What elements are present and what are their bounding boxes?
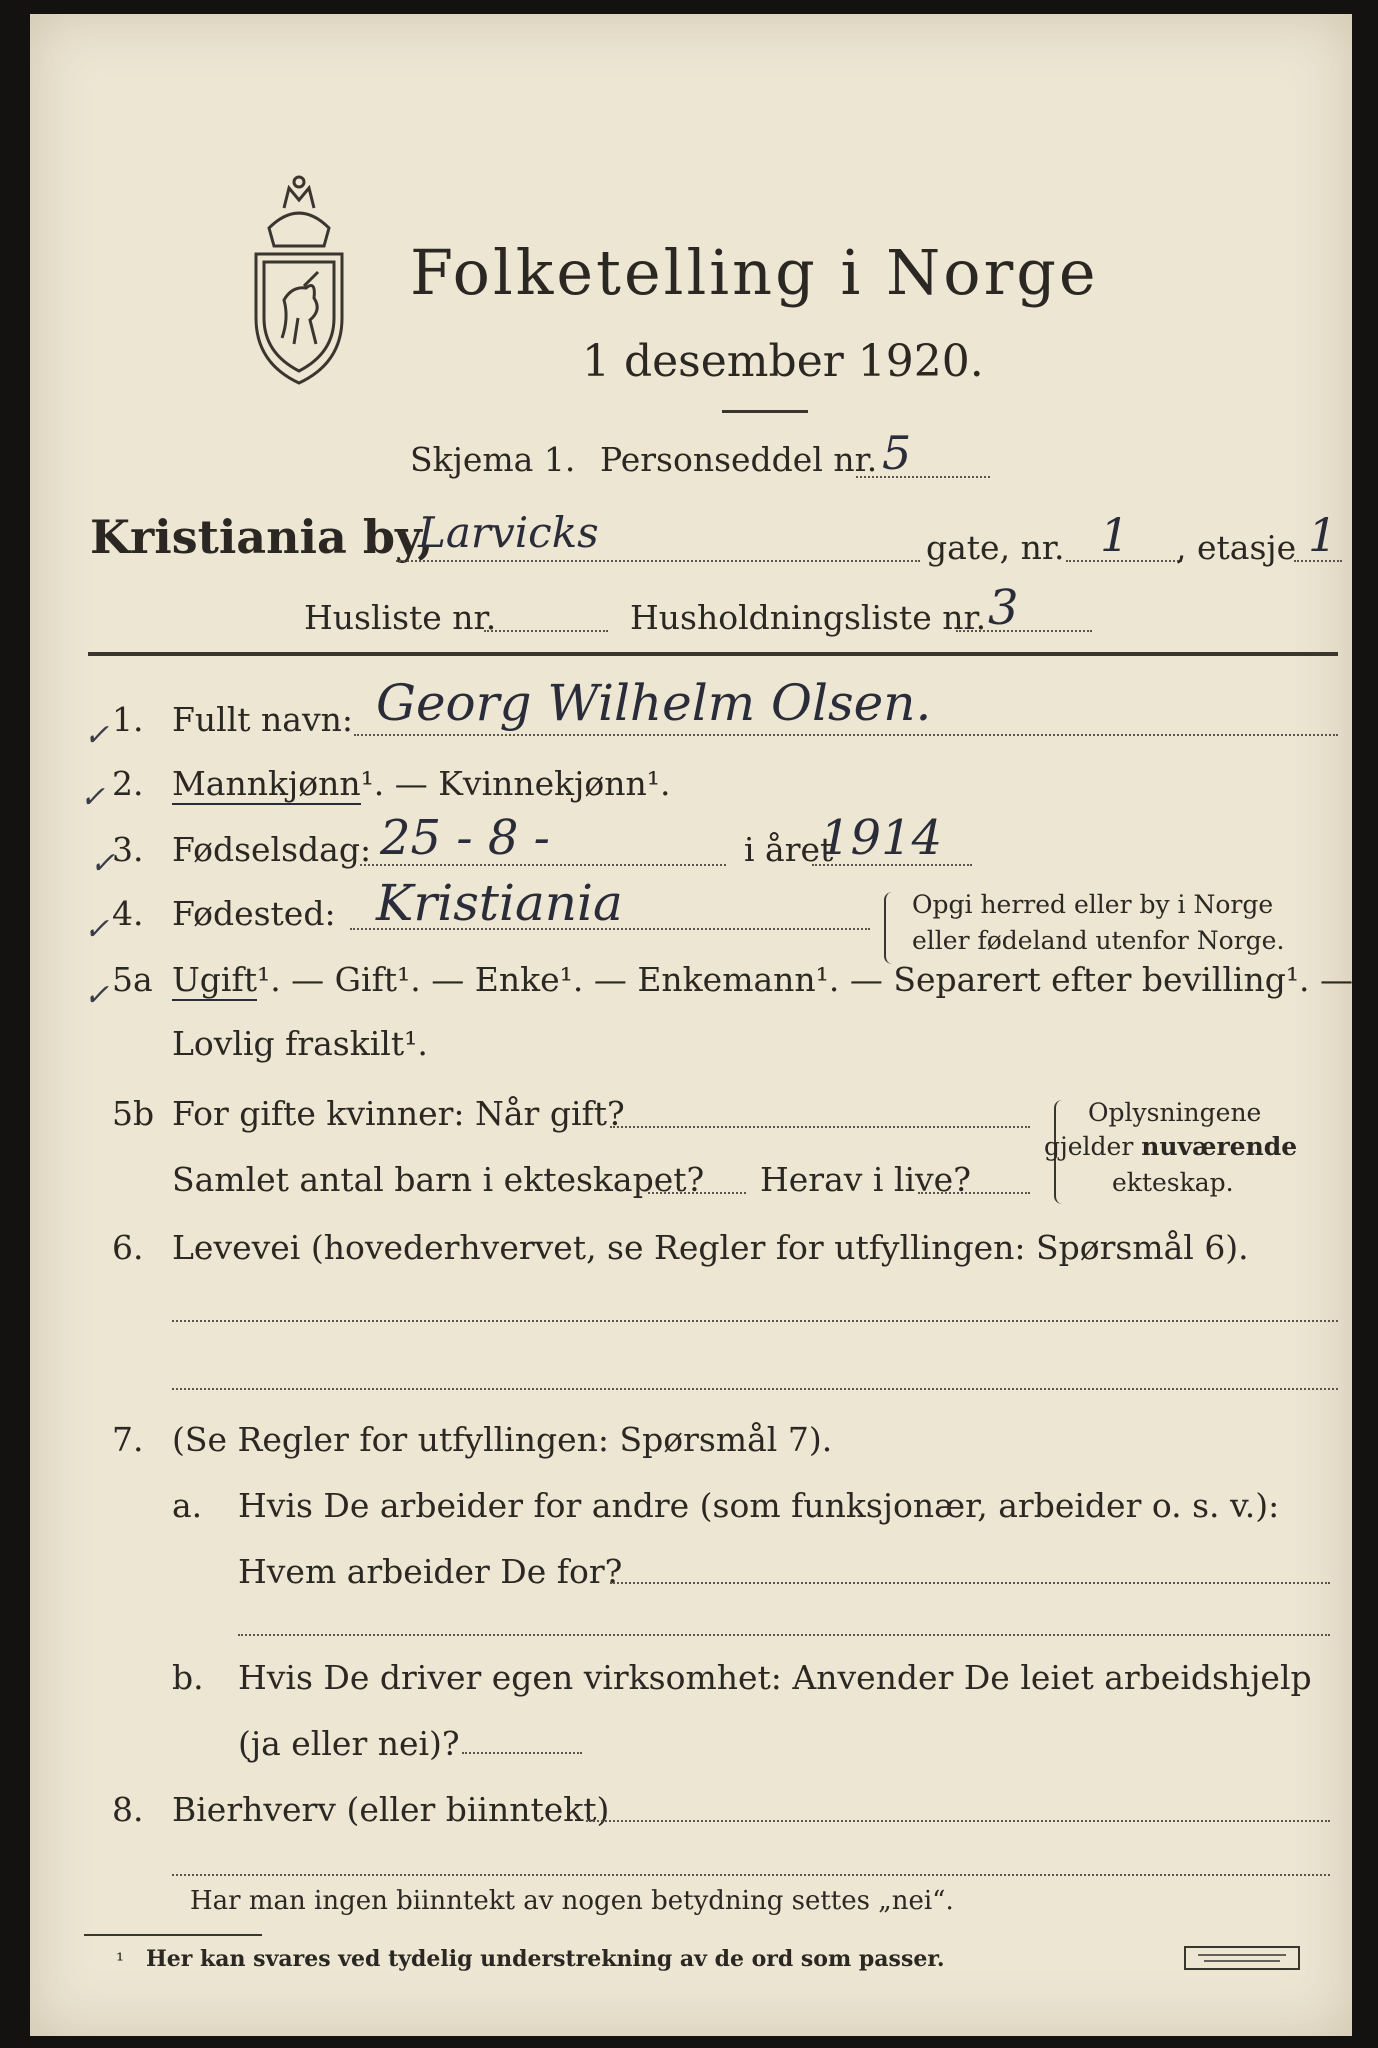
personseddel-value[interactable]: 5 — [882, 426, 912, 480]
alive-line[interactable] — [918, 1192, 1030, 1194]
personseddel-label: Personseddel nr. — [600, 440, 878, 479]
footnote-rule — [84, 1934, 262, 1936]
q1-line — [354, 734, 1338, 736]
q4-note-line1: Opgi herred eller by i Norge — [912, 890, 1274, 919]
q5b-label-married: For gifte kvinner: Når gift? — [172, 1094, 625, 1133]
q6-line-1[interactable] — [172, 1320, 1338, 1322]
etasje-label: , etasje — [1176, 528, 1297, 567]
option-mannkjonn[interactable]: Mannkjønn — [172, 764, 361, 803]
q8-number: 8. — [112, 1790, 144, 1829]
q5a-options — [172, 960, 1353, 999]
street-value[interactable]: Larvicks — [418, 508, 599, 557]
side-income-line[interactable] — [586, 1820, 1330, 1822]
q1-number: 1. — [112, 700, 144, 739]
q7b-label-line1: Hvis De driver egen virksomhet: Anvender De leiet arbeidshjelp — [238, 1658, 1312, 1697]
q4-number: 4. — [112, 894, 144, 933]
footnote-text: Her kan svares ved tydelig understrekning av de ord som passer. — [146, 1946, 945, 1972]
q5a-other-options[interactable]: ¹. — Gift¹. — Enke¹. — Enkemann¹. — Separert efter bevilling¹. — — [256, 960, 1354, 999]
personseddel-line — [856, 476, 990, 478]
gate-label: gate, nr. — [926, 528, 1065, 567]
check-mark-icon: ✓ — [90, 846, 116, 881]
form-title: Folketelling i Norge — [410, 236, 1099, 309]
birthplace-value[interactable]: Kristiania — [376, 874, 623, 932]
employer-line[interactable] — [610, 1582, 1330, 1584]
census-date: 1 desember 1920. — [582, 336, 984, 387]
q2-options — [172, 764, 671, 803]
q3-label: Fødselsdag: — [172, 830, 372, 869]
schema-label: Skjema 1. — [410, 440, 576, 479]
q7-number: 7. — [112, 1420, 144, 1459]
q5a-number: 5a — [112, 960, 153, 999]
q6-number: 6. — [112, 1228, 144, 1267]
option-lovlig-fraskilt[interactable]: Lovlig fraskilt¹. — [172, 1024, 428, 1063]
gate-nr-value[interactable]: 1 — [1100, 508, 1130, 562]
q3-number: 3. — [112, 830, 144, 869]
q4-note-brace — [884, 892, 894, 964]
city-label: Kristiania by, — [90, 510, 434, 564]
q4-note-line2: eller fødeland utenfor Norge. — [912, 926, 1285, 955]
husliste-label: Husliste nr. — [304, 598, 497, 637]
married-date-line[interactable] — [610, 1126, 1030, 1128]
birthdate-value[interactable]: 25 - 8 - — [380, 810, 550, 866]
q6-label: Levevei (hovederhvervet, se Regler for utfyllingen: Spørsmål 6). — [172, 1228, 1249, 1267]
husholdning-value[interactable]: 3 — [988, 580, 1019, 636]
q2-end: ¹. — [646, 764, 671, 803]
footnote-mark: ¹ — [116, 1948, 125, 1972]
q8-label: Bierhverv (eller biinntekt) — [172, 1790, 610, 1829]
q8-note: Har man ingen biinntekt av nogen betydning settes „nei“. — [190, 1886, 954, 1916]
husholdning-label: Husholdningsliste nr. — [630, 598, 987, 637]
q7b-number: b. — [172, 1658, 204, 1697]
side-income-line-2[interactable] — [172, 1874, 1330, 1876]
birthyear-value[interactable]: 1914 — [820, 810, 943, 866]
q5b-label-alive: Herav i live? — [760, 1160, 971, 1199]
check-mark-icon: ✓ — [80, 780, 106, 815]
title-divider — [722, 410, 808, 413]
q5b-note-line2: gjelder nuværende — [1044, 1132, 1298, 1161]
option-kvinnekjonn[interactable]: Kvinnekjønn — [438, 764, 647, 803]
q2-number: 2. — [112, 764, 144, 803]
q7a-label-line2: Hvem arbeider De for? — [238, 1552, 623, 1591]
option-ugift[interactable]: Ugift — [172, 960, 257, 999]
q7-label: (Se Regler for utfyllingen: Spørsmål 7). — [172, 1420, 833, 1459]
check-mark-icon: ✓ — [84, 978, 110, 1013]
etasje-value[interactable]: 1 — [1308, 508, 1338, 562]
children-line[interactable] — [648, 1192, 746, 1194]
hired-help-line[interactable] — [462, 1752, 582, 1754]
q7b-label-line2: (ja eller nei)? — [238, 1724, 460, 1763]
q5b-label-children: Samlet antal barn i ekteskapet? — [172, 1160, 705, 1199]
q5b-note-line3: ekteskap. — [1112, 1168, 1234, 1197]
husholdning-line — [956, 630, 1092, 632]
q4-label: Fødested: — [172, 894, 336, 933]
printer-stamp-icon — [1184, 1946, 1300, 1970]
q7a-label-line1: Hvis De arbeider for andre (som funksjonær, arbeider o. s. v.): — [238, 1486, 1280, 1525]
census-form — [30, 14, 1352, 2036]
q7a-number: a. — [172, 1486, 203, 1525]
check-mark-icon: ✓ — [84, 718, 110, 753]
full-name-value[interactable]: Georg Wilhelm Olsen. — [376, 674, 932, 732]
q5b-note-line1: Oplysningene — [1088, 1098, 1262, 1127]
husliste-line — [484, 630, 608, 632]
q2-separator: ¹. — — [360, 764, 439, 803]
q5b-number: 5b — [112, 1094, 155, 1133]
q6-line-2[interactable] — [172, 1388, 1338, 1390]
check-mark-icon: ✓ — [84, 912, 110, 947]
q3-year-label: i året — [744, 830, 834, 869]
coat-of-arms-icon — [244, 168, 354, 388]
employer-line-2[interactable] — [238, 1634, 1330, 1636]
header-rule — [88, 652, 1338, 656]
q1-label: Fullt navn: — [172, 700, 353, 739]
street-line — [396, 560, 920, 562]
